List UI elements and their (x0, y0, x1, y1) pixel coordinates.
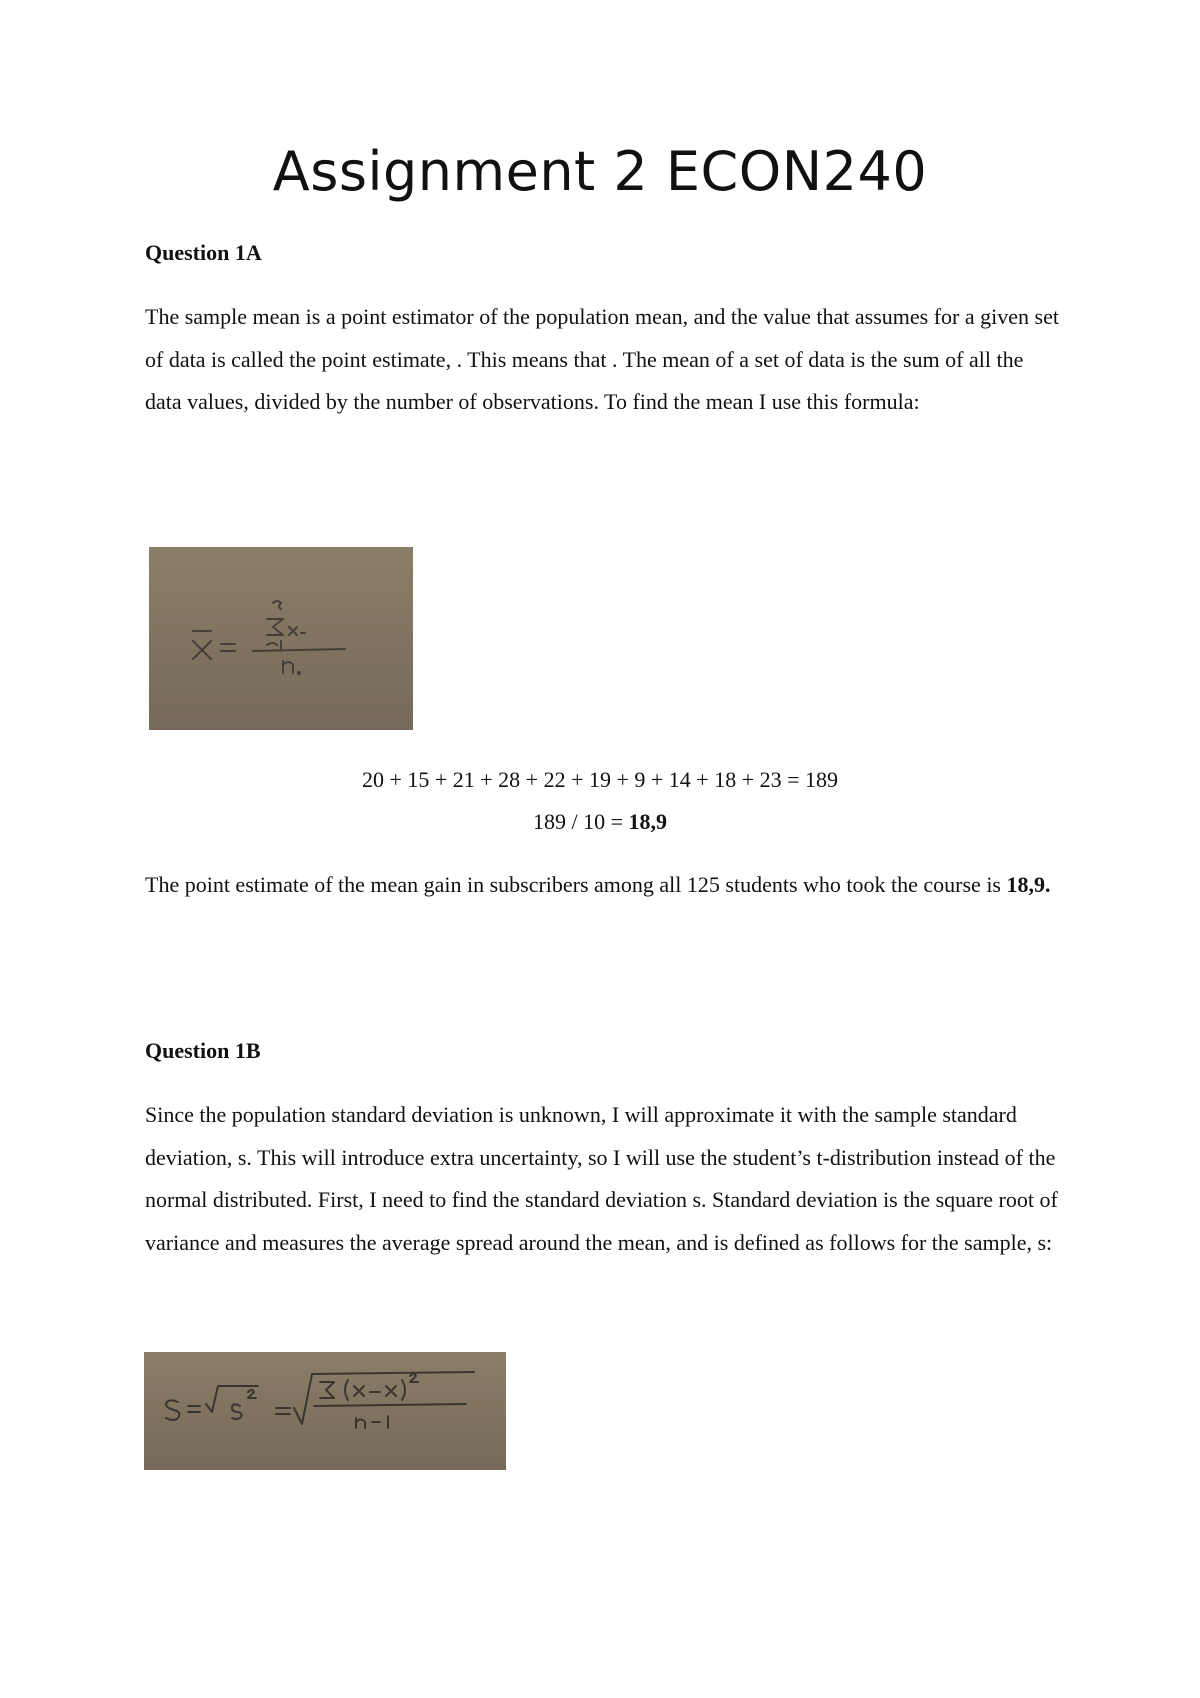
question-1b-heading: Question 1B (145, 1038, 261, 1063)
mean-formula-sketch (149, 547, 413, 730)
question-1a-conclusion (145, 864, 1065, 907)
conclusion-value: 18,9. (1006, 872, 1051, 897)
question-1a-heading: Question 1A (145, 240, 262, 265)
handwritten-standard-deviation-formula-photo (144, 1352, 506, 1470)
sum-calculation: 20 + 15 + 21 + 28 + 22 + 19 + 9 + 14 + 18 + 23 = 189 (361, 767, 839, 792)
document-title: Assignment 2 ECON240 (272, 140, 928, 203)
question-1b-paragraph: Since the population standard deviation is unknown, I will approximate it with the sample standard deviation, s. This will introduce extra uncertainty, so I will use the student’s t-distribution instead of the normal distributed. First, I need to find the standard deviation s. Standard deviation is the square root of variance and measures the average spread around the mean, and is defined as follows for the sample, s: (145, 1102, 1058, 1255)
question-1a-paragraph: The sample mean is a point estimator of the population mean, and the value that assumes for a given set of data is called the point estimate, . This means that . The mean of a set of data is the sum of all the data values, divided by the number of observations. To find the mean I use this formula: (145, 304, 1059, 414)
mean-calculation-expression: 189 / 10 = (532, 809, 629, 834)
standard-deviation-sketch (144, 1352, 506, 1470)
handwritten-mean-formula-photo (149, 547, 413, 730)
conclusion-text: The point estimate of the mean gain in subscribers among all 125 students who took the course is (145, 872, 1007, 897)
mean-calculation (0, 801, 1200, 843)
mean-calculation-result: 18,9 (628, 809, 668, 834)
